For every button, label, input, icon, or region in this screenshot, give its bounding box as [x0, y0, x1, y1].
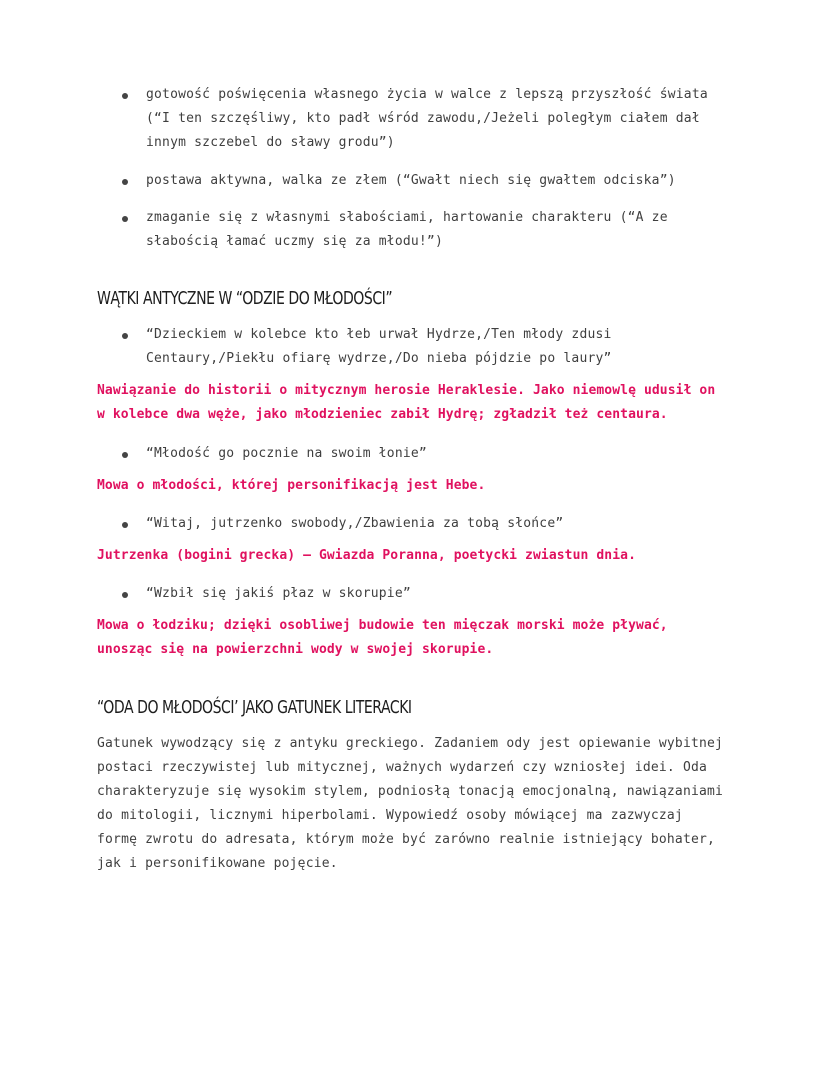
- bullet-icon: [122, 522, 128, 528]
- list-item-line: postawa aktywna, walka ze złem (“Gwałt niech się gwałtem odciska”): [146, 173, 676, 188]
- quote-list: [146, 582, 746, 606]
- list-item: [146, 512, 746, 536]
- quote-line: Centaury,/Piekłu ofiarę wydrze,/Do nieba pójdzie po laury”: [146, 351, 612, 366]
- quote-list: [146, 512, 746, 536]
- paragraph-line: jak i personifikowane pojęcie.: [97, 856, 338, 871]
- list-item: [146, 582, 746, 606]
- list-item: [146, 323, 746, 371]
- bullet-icon: [122, 333, 128, 339]
- list-item-line: (“I ten szczęśliwy, kto padł wśród zawodu,/Jeżeli poległym ciałem dał: [146, 111, 700, 126]
- quote-line: “Dzieckiem w kolebce kto łeb urwał Hydrze,/Ten młody zdusi: [146, 327, 612, 342]
- annotation-hebe: Mowa o młodości, której personifikacją jest Hebe.: [97, 478, 486, 493]
- section-heading-antique-motifs: WĄTKI ANTYCZNE W “ODZIE DO MŁODOŚCI”: [97, 288, 393, 309]
- paragraph-line: do mitologii, licznymi hiperbolami. Wypowiedź osoby mówiącej ma zazwyczaj: [97, 808, 683, 823]
- list-item: [146, 442, 746, 466]
- annotation-line: Mowa o łodziku; dzięki osobliwej budowie ten mięczak morski może pływać,: [97, 618, 668, 633]
- annotation-line: w kolebce dwa węże, jako młodzieniec zabił Hydrę; zgładził też centaura.: [97, 407, 668, 422]
- paragraph-line: formę zwrotu do adresata, którym może być zarówno realnie istniejący bohater,: [97, 832, 716, 847]
- genre-paragraph: [97, 732, 747, 876]
- paragraph-line: Gatunek wywodzący się z antyku greckiego. Zadaniem ody jest opiewanie wybitnej: [97, 736, 724, 751]
- annotation-line: Nawiązanie do historii o mitycznym herosie Heraklesie. Jako niemowlę udusił on: [97, 383, 716, 398]
- list-item-line: innym szczebel do sławy grodu”): [146, 135, 395, 150]
- bullet-icon: [122, 216, 128, 222]
- annotation-heracles: [97, 379, 747, 427]
- annotation-lodzik: [97, 614, 747, 662]
- annotation-line: unosząc się na powierzchni wody w swojej skorupie.: [97, 642, 494, 657]
- list-item: [146, 83, 746, 155]
- quote-list: [146, 323, 746, 371]
- list-item: [146, 169, 746, 193]
- bullet-icon: [122, 452, 128, 458]
- list-item: [146, 206, 746, 254]
- top-bullet-list: [146, 83, 746, 254]
- bullet-icon: [122, 93, 128, 99]
- section-heading-literary-genre: “ODA DO MŁODOŚCI’ JAKO GATUNEK LITERACKI: [97, 697, 412, 718]
- paragraph-line: postaci rzeczywistej lub mitycznej, ważnych wydarzeń czy wzniosłej idei. Oda: [97, 760, 708, 775]
- quote-list: [146, 442, 746, 466]
- quote-line: “Witaj, jutrzenko swobody,/Zbawienia za tobą słońce”: [146, 516, 564, 531]
- bullet-icon: [122, 592, 128, 598]
- list-item-line: słabością łamać uczmy się za młodu!”): [146, 234, 443, 249]
- list-item-line: gotowość poświęcenia własnego życia w walce z lepszą przyszłość świata: [146, 87, 708, 102]
- quote-line: “Wzbił się jakiś płaz w skorupie”: [146, 586, 411, 601]
- quote-line: “Młodość go pocznie na swoim łonie”: [146, 446, 427, 461]
- paragraph-line: charakteryzuje się wysokim stylem, podniosłą tonacją emocjonalną, nawiązaniami: [97, 784, 724, 799]
- list-item-line: zmaganie się z własnymi słabościami, hartowanie charakteru (“A ze: [146, 210, 668, 225]
- annotation-jutrzenka: Jutrzenka (bogini grecka) – Gwiazda Poranna, poetycki zwiastun dnia.: [97, 548, 637, 563]
- bullet-icon: [122, 179, 128, 185]
